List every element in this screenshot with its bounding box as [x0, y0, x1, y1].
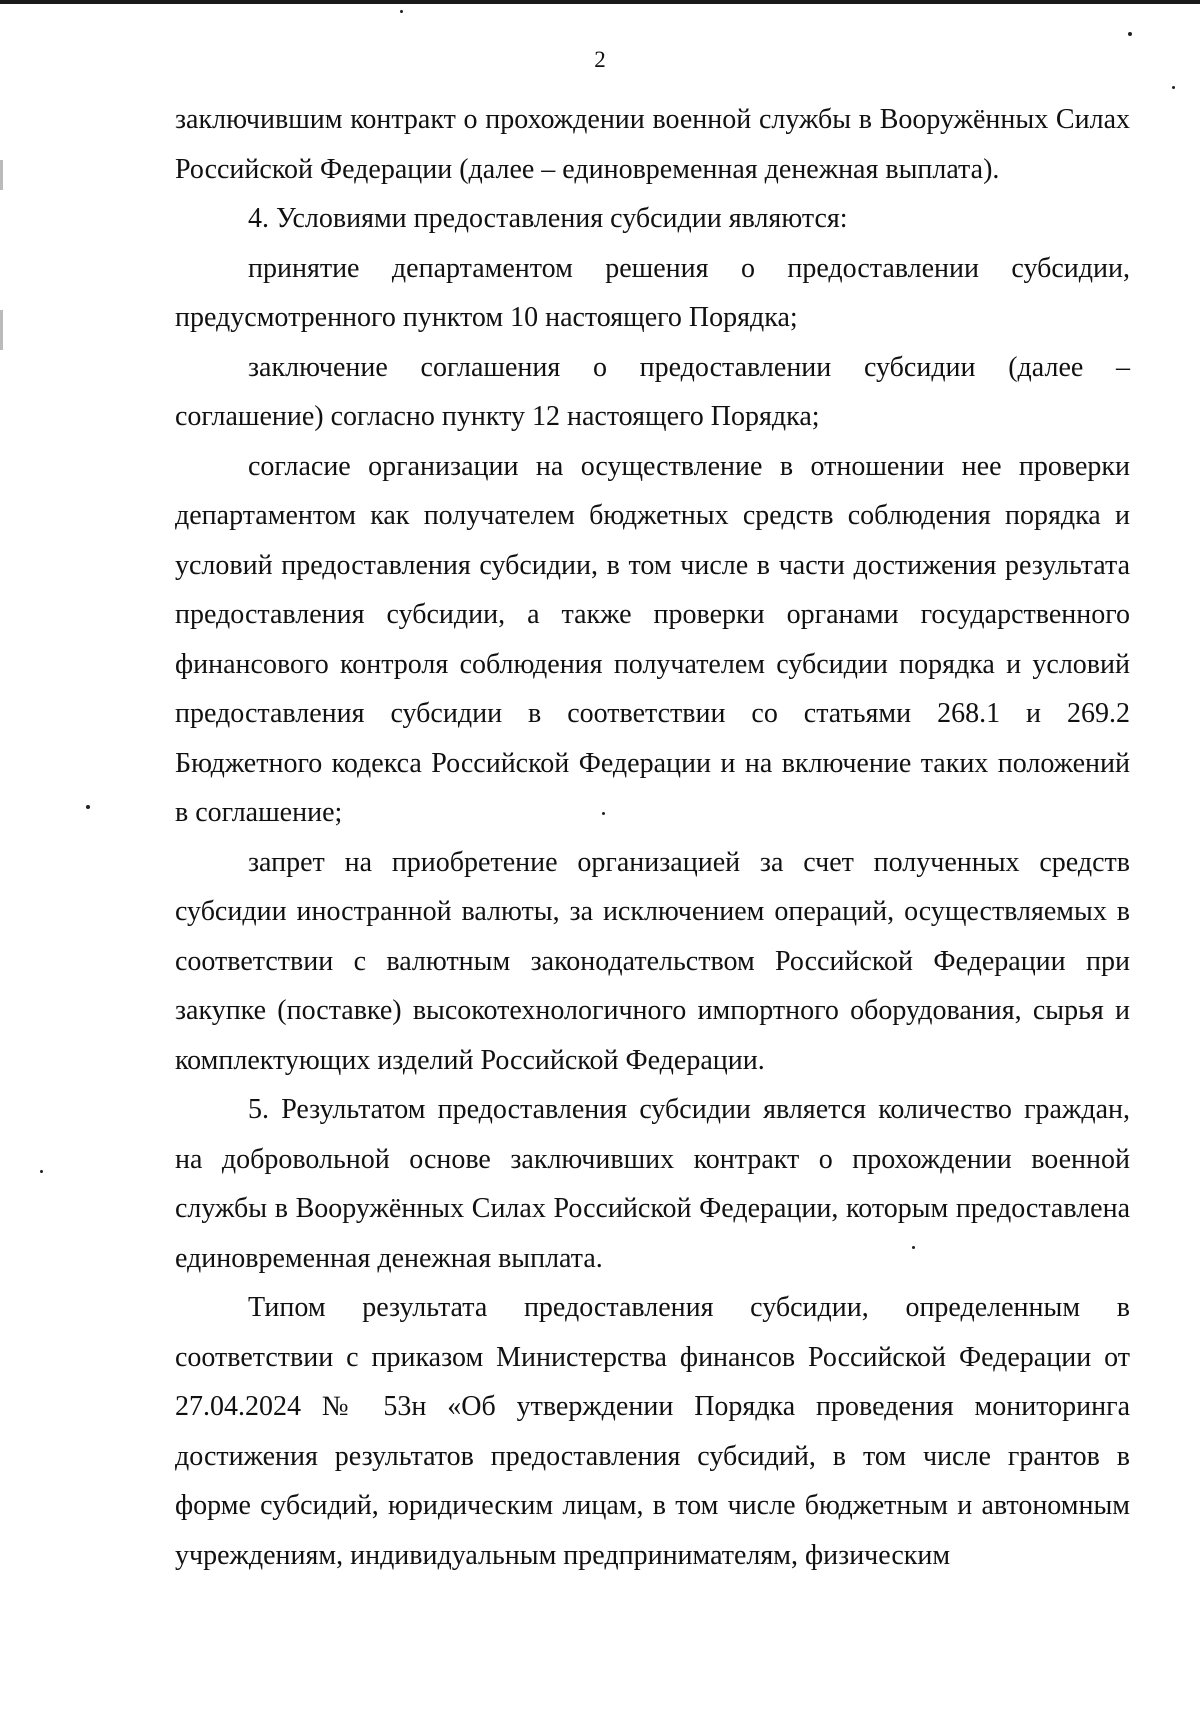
document-body: [175, 95, 1130, 1580]
paragraph-condition-currency-ban: запрет на приобретение организацией за счет полученных средств субсидии иностранной валюты, за исключением операций, осуществляемых в соответствии с валютным законодательством Российской Федерации при закупке (поставке) высокотехнологичного импортного оборудования, сырья и комплектующих изделий Российской Федерации.: [175, 846, 1130, 1076]
scan-speck: [912, 1246, 915, 1249]
paragraph-item-5-result: 5. Результатом предоставления субсидии является количество граждан, на добровольной основе заключивших контракт о прохождении военной службы в Вооружённых Силах Российской Федерации, которым предоставлена единовременная денежная выплата.: [175, 1094, 1130, 1274]
paragraph-continuation: заключившим контракт о прохождении военной службы в Вооружённых Силах Российской Федерации (далее – единовременная денежная выплата).: [175, 104, 1130, 185]
scan-speck: [40, 1170, 43, 1173]
paragraph-condition-agreement: заключение соглашения о предоставлении субсидии (далее – соглашение) согласно пункту 12 настоящего Порядка;: [175, 351, 1130, 432]
scan-edge-mark: [0, 310, 3, 350]
paragraph-item-4-heading: 4. Условиями предоставления субсидии являются:: [248, 203, 848, 234]
scan-speck: [400, 10, 403, 13]
scan-top-border: [0, 0, 1200, 4]
scan-speck: [1172, 86, 1175, 89]
scan-edge-mark: [0, 160, 3, 190]
page-number: 2: [594, 47, 606, 72]
scan-speck: [1128, 32, 1132, 36]
scan-speck: [602, 812, 605, 815]
paragraph-condition-decision: принятие департаментом решения о предоставлении субсидии, предусмотренного пунктом 10 настоящего Порядка;: [175, 252, 1130, 333]
paragraph-result-type: Типом результата предоставления субсидии, определенным в соответствии с приказом Министерства финансов Российской Федерации от 27.04.2024 № 53н «Об утверждении Порядка проведения мониторинга достижения результатов предоставления субсидий, в том числе грантов в форме субсидий, юридическим лицам, в том числе бюджетным и автономным учреждениям, индивидуальным предпринимателям, физическим: [175, 1292, 1130, 1571]
scan-speck: [86, 805, 90, 809]
paragraph-condition-inspection-consent: согласие организации на осуществление в отношении нее проверки департаментом как получателем бюджетных средств соблюдения порядка и условий предоставления субсидии, в том числе в части достижения результата предоставления субсидии, а также проверки органами государственного финансового контроля соблюдения получателем субсидии порядка и условий предоставления субсидии в соответствии со статьями 268.1 и 269.2 Бюджетного кодекса Российской Федерации и на включение таких положений в соглашение;: [175, 450, 1130, 828]
